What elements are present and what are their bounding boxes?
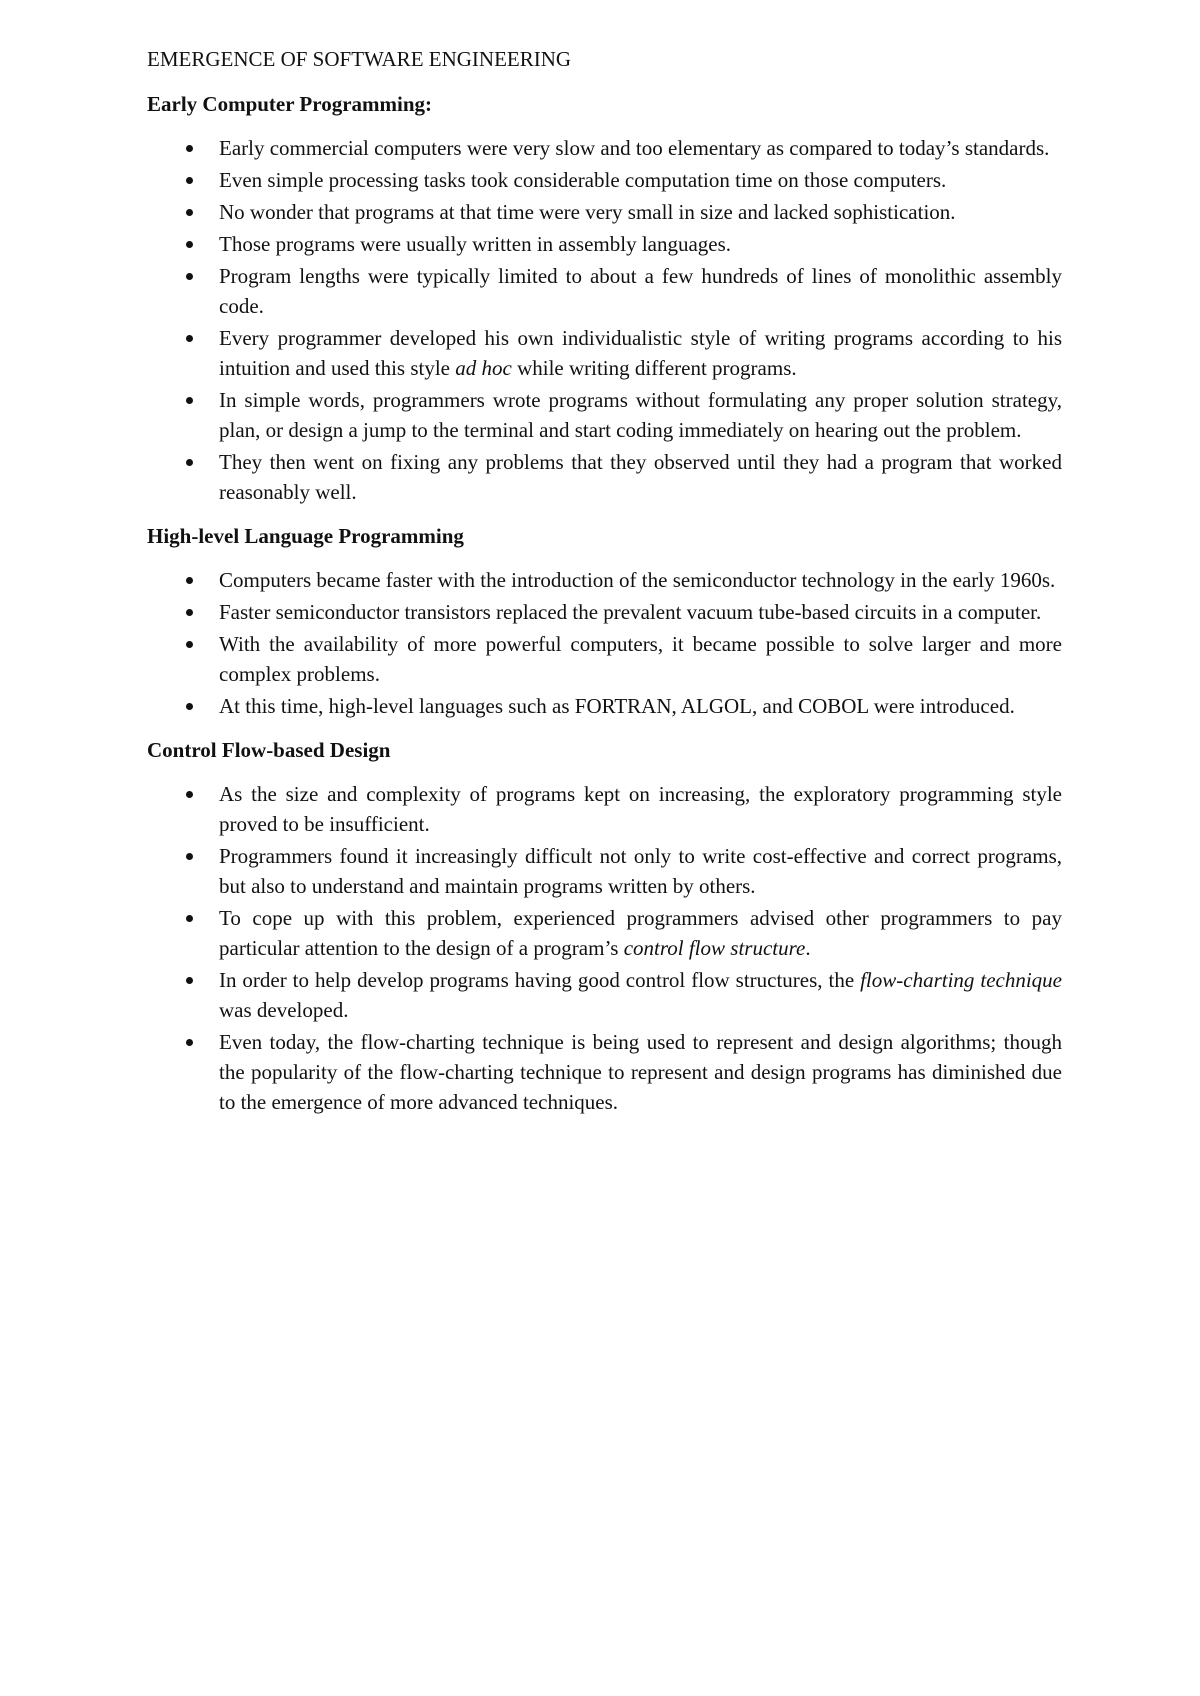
bullet-dot-icon (186, 577, 193, 584)
list-item (147, 779, 1062, 839)
list-item (147, 165, 1062, 195)
italic-text: flow-charting technique (860, 968, 1062, 992)
document-page (147, 44, 1062, 1131)
italic-text: ad hoc (455, 356, 512, 380)
list-item (147, 565, 1062, 595)
bullet-dot-icon (186, 915, 193, 922)
bullet-dot-icon (186, 397, 193, 404)
item-text: To cope up with this problem, experienced programmers advised other programmers to pay particular attention to the design of a program’s (219, 906, 1062, 960)
item-text: was developed. (219, 998, 349, 1022)
item-text: In simple words, programmers wrote programs without formulating any proper solution strategy, plan, or design a jump to the terminal and start coding immediately on hearing out the problem. (219, 388, 1062, 442)
item-text: At this time, high-level languages such as FORTRAN, ALGOL, and COBOL were introduced. (219, 694, 1015, 718)
list-item (147, 133, 1062, 163)
bullet-dot-icon (186, 853, 193, 860)
bullet-dot-icon (186, 273, 193, 280)
section-heading: Early Computer Programming: (147, 92, 433, 116)
list-item (147, 841, 1062, 901)
list-item (147, 965, 1062, 1025)
list-item (147, 597, 1062, 627)
item-text: In order to help develop programs having good control flow structures, the (219, 968, 861, 992)
bullet-list (147, 133, 1062, 507)
list-item (147, 629, 1062, 689)
item-text: Programmers found it increasingly difficult not only to write cost-effective and correct programs, but also to understand and maintain programs written by others. (219, 844, 1062, 898)
bullet-dot-icon (186, 977, 193, 984)
item-text: Every programmer developed his own individualistic style of writing programs according to his intuition and used this style (219, 326, 1062, 380)
list-item (147, 447, 1062, 507)
bullet-list (147, 779, 1062, 1117)
list-item (147, 691, 1062, 721)
list-item (147, 1027, 1062, 1117)
document-title: EMERGENCE OF SOFTWARE ENGINEERING (147, 47, 572, 71)
bullet-dot-icon (186, 703, 193, 710)
item-text: As the size and complexity of programs kept on increasing, the exploratory programming style proved to be insufficient. (219, 782, 1062, 836)
list-item (147, 385, 1062, 445)
bullet-list (147, 565, 1062, 721)
section-heading: High-level Language Programming (147, 524, 464, 548)
item-text: Those programs were usually written in assembly languages. (219, 232, 732, 256)
item-text: Program lengths were typically limited to about a few hundreds of lines of monolithic assembly code. (219, 264, 1062, 318)
item-text: Faster semiconductor transistors replaced the prevalent vacuum tube-based circuits in a computer. (219, 600, 1042, 624)
bullet-dot-icon (186, 791, 193, 798)
list-item (147, 323, 1062, 383)
item-text: No wonder that programs at that time were very small in size and lacked sophistication. (219, 200, 956, 224)
italic-text: control flow structure (623, 936, 806, 960)
document-body (147, 89, 1062, 1117)
item-text: Computers became faster with the introduction of the semiconductor technology in the early 1960s. (219, 568, 1056, 592)
item-text: With the availability of more powerful computers, it became possible to solve larger and more complex problems. (219, 632, 1062, 686)
bullet-dot-icon (186, 241, 193, 248)
bullet-dot-icon (186, 609, 193, 616)
item-text: . (805, 936, 811, 960)
bullet-dot-icon (186, 459, 193, 466)
item-text: They then went on fixing any problems that they observed until they had a program that worked reasonably well. (219, 450, 1062, 504)
bullet-dot-icon (186, 641, 193, 648)
bullet-dot-icon (186, 177, 193, 184)
item-text: Early commercial computers were very slow and too elementary as compared to today’s standards. (219, 136, 1050, 160)
bullet-dot-icon (186, 145, 193, 152)
bullet-dot-icon (186, 335, 193, 342)
item-text: Even simple processing tasks took considerable computation time on those computers. (219, 168, 947, 192)
list-item (147, 229, 1062, 259)
list-item (147, 261, 1062, 321)
section-heading: Control Flow-based Design (147, 738, 391, 762)
list-item (147, 197, 1062, 227)
list-item (147, 903, 1062, 963)
item-text: Even today, the flow-charting technique is being used to represent and design algorithms; though the popularity of the flow-charting technique to represent and design programs has diminished due to the emergence of more advanced techniques. (219, 1030, 1062, 1114)
item-text: while writing different programs. (511, 356, 797, 380)
bullet-dot-icon (186, 209, 193, 216)
bullet-dot-icon (186, 1039, 193, 1046)
